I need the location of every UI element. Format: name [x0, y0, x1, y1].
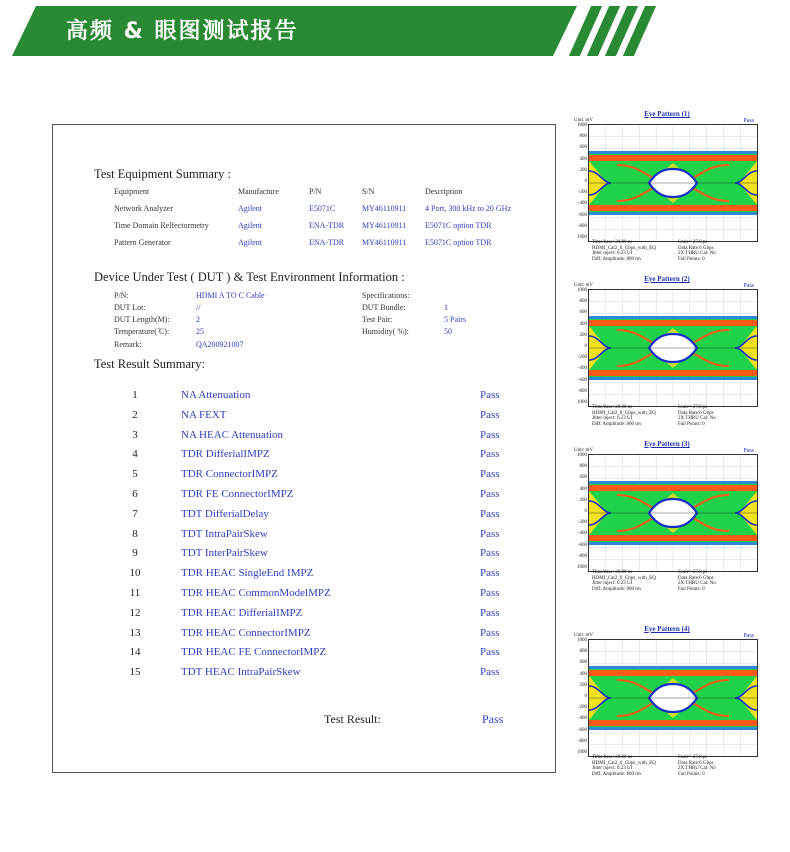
result-number: 3: [132, 428, 138, 441]
eye-footer-right: Fail Points: 0: [678, 771, 705, 777]
eye-hot-band: [589, 370, 757, 376]
eye-y-tick: -200: [577, 355, 587, 361]
banner-title: 高频 & 眼图测试报告: [66, 19, 299, 44]
final-result-label: Test Result:: [324, 712, 381, 726]
eye-footer-right: Data Rate:6 Gbps: [678, 245, 714, 251]
eye-hot-band: [589, 535, 757, 541]
dut-label: DUT Lot:: [114, 303, 146, 312]
dut-label: P/N:: [114, 291, 129, 300]
eye-y-tick: 0: [584, 694, 587, 699]
result-test-name: TDR ConnectorIMPZ: [181, 468, 278, 481]
dut-value: HDMI A TO C Cable: [196, 291, 265, 300]
eye-diagram-plot: [588, 454, 758, 572]
eye-hot-band: [589, 320, 757, 326]
eye-y-tick: 1000: [577, 400, 587, 405]
result-number: 8: [132, 527, 138, 540]
eye-y-tick: -400: [577, 716, 587, 722]
eye-hot-band: [589, 485, 757, 491]
result-test-name: TDR HEAC FE ConnectorIMPZ: [181, 646, 327, 659]
result-status: Pass: [480, 646, 500, 659]
eye-y-tick: 400: [579, 156, 587, 162]
eye-y-tick: 800: [579, 299, 587, 305]
result-test-name: TDT InterPairSkew: [181, 547, 268, 560]
result-test-name: TDR FE ConnectorIMPZ: [181, 488, 294, 500]
eye-y-tick: -400: [577, 531, 587, 537]
eye-y-tick: -400: [577, 366, 587, 372]
result-status: Pass: [480, 567, 500, 580]
result-status: Pass: [480, 428, 500, 441]
eye-footer-left: Jitter inject: 0.23 UI: [592, 581, 633, 586]
equipment-cell: Pattern Generator: [114, 238, 171, 247]
eye-footer-right: Fail Points: 0: [678, 421, 705, 427]
eye-footer-left: Time/base: 20.00 ns: [592, 570, 633, 575]
result-number: 6: [132, 488, 138, 500]
equipment-cell: ENA-TDR: [309, 221, 345, 230]
dut-label: Specifications:: [362, 291, 410, 300]
eye-pattern-footer: [588, 755, 756, 777]
dut-value: 5 Pairs: [444, 315, 466, 324]
dut-value: //: [196, 303, 201, 312]
result-status: Pass: [480, 448, 500, 461]
eye-y-tick: 200: [579, 332, 587, 338]
equipment-cell: MY46110911: [362, 238, 407, 247]
eye-y-tick: 600: [579, 475, 587, 481]
eye-y-tick: 200: [579, 167, 587, 173]
equipment-cell: MY46110911: [362, 221, 407, 230]
eye-rail: [589, 481, 757, 484]
eye-hot-band: [589, 670, 757, 676]
equipment-heading: Test Equipment Summary :: [94, 167, 231, 181]
eye-pattern-status: Pass: [743, 448, 754, 454]
eye-y-tick: 0: [584, 509, 587, 514]
eye-y-tick: -800: [577, 738, 587, 744]
result-status: Pass: [480, 547, 500, 560]
eye-footer-right: Scale= 27.8 ps: [678, 570, 708, 575]
equipment-column-header: S/N: [362, 187, 375, 196]
eye-y-axis: [572, 454, 588, 570]
result-test-name: NA Attenuation: [181, 389, 251, 401]
dut-heading: Device Under Test ( DUT ) & Test Environment Information :: [94, 270, 405, 284]
dut-label: Temperature( ̊C):: [114, 327, 170, 336]
eye-y-tick: 400: [579, 321, 587, 327]
eye-footer-row: [588, 422, 756, 428]
result-status: Pass: [480, 408, 500, 421]
eye-y-tick: -600: [577, 212, 587, 218]
eye-footer-left: Jitter inject: 0.23 UI: [592, 416, 633, 421]
result-status: Pass: [480, 626, 500, 639]
eye-footer-right: 2X THRU Cal: No: [678, 766, 716, 771]
result-test-name: TDR DifferialIMPZ: [181, 448, 270, 461]
eye-pattern-footer: [588, 240, 756, 262]
eye-y-tick: 200: [579, 497, 587, 503]
eye-y-tick: 1000: [577, 123, 587, 128]
dut-value: 2: [196, 315, 200, 324]
dut-label: Humidity( %):: [362, 327, 409, 336]
eye-y-axis: [572, 289, 588, 405]
eye-footer-left: Time/base: 20.00 ns: [592, 755, 633, 760]
eye-y-tick: 800: [579, 464, 587, 470]
eye-y-tick: 600: [579, 310, 587, 316]
final-result-value: Pass: [482, 712, 504, 726]
dut-value: 1: [444, 303, 448, 312]
dut-label: Remark:: [114, 340, 142, 349]
result-test-name: TDR HEAC DifferialIMPZ: [181, 606, 303, 619]
equipment-cell: ENA-TDR: [309, 238, 345, 247]
eye-diagram-plot: [588, 124, 758, 242]
eye-pattern-title: Eye Pattern (1): [644, 110, 690, 118]
eye-y-tick: -200: [577, 190, 587, 196]
eye-unit-label: Unit: mV: [574, 118, 594, 123]
eye-rail: [589, 377, 757, 380]
eye-footer-right: Fail Points: 0: [678, 586, 705, 592]
eye-footer-left: HDMI_Cat2_6_Gbps_with_EQ: [592, 760, 656, 766]
result-number: 12: [129, 606, 141, 619]
eye-footer-left: HDMI_Cat2_6_Gbps_with_EQ: [592, 575, 656, 581]
eye-y-tick: 1000: [577, 638, 587, 643]
result-status: Pass: [480, 666, 500, 679]
dut-label: DUT Bundle:: [362, 303, 406, 312]
result-status: Pass: [480, 527, 500, 540]
equipment-cell: Agilent: [238, 238, 262, 247]
eye-footer-left: HDMI_Cat2_6_Gbps_with_EQ: [592, 245, 656, 251]
equipment-column-header: P/N: [309, 187, 322, 196]
eye-unit-label: Unit: mV: [574, 283, 594, 288]
eye-footer-left: Time/base: 20.00 ns: [592, 240, 633, 245]
result-number: 13: [129, 626, 141, 639]
eye-rail: [589, 542, 757, 545]
eye-footer-left: Diff. Amplitude: 800 mv: [592, 256, 642, 262]
eye-footer-left: Diff. Amplitude: 800 mv: [592, 421, 642, 427]
equipment-column-header: Manufacture: [238, 187, 279, 196]
eye-pattern-panel: [572, 110, 762, 270]
eye-footer-right: 2X THRU Cal: No: [678, 251, 716, 256]
eye-footer-left: Jitter inject: 0.23 UI: [592, 251, 633, 256]
eye-y-tick: -600: [577, 727, 587, 733]
result-test-name: NA HEAC Attenuation: [181, 428, 284, 441]
equipment-cell: Agilent: [238, 221, 262, 230]
eye-footer-right: Data Rate:6 Gbps: [678, 760, 714, 766]
eye-y-tick: 200: [579, 682, 587, 688]
eye-y-axis: [572, 639, 588, 755]
eye-footer-right: Data Rate:6 Gbps: [678, 410, 714, 416]
result-status: Pass: [480, 468, 500, 481]
eye-footer-right: Data Rate:6 Gbps: [678, 575, 714, 581]
eye-pattern-footer: [588, 570, 756, 592]
eye-y-tick: -800: [577, 553, 587, 559]
eye-footer-row: [588, 257, 756, 263]
eye-y-tick: -600: [577, 377, 587, 383]
result-number: 4: [132, 448, 138, 461]
eye-footer-row: [588, 772, 756, 778]
eye-y-tick: -400: [577, 201, 587, 207]
eye-footer-right: 2X THRU Cal: No: [678, 581, 716, 586]
result-test-name: TDT IntraPairSkew: [181, 527, 268, 540]
eye-pattern-status: Pass: [743, 633, 754, 639]
eye-footer-right: Scale= 27.8 ps: [678, 405, 708, 410]
eye-pattern-panel: [572, 440, 762, 600]
eye-footer-left: Diff. Amplitude: 800 mv: [592, 771, 642, 777]
equipment-cell: 4 Port, 300 kHz to 20 GHz: [425, 204, 511, 213]
result-test-name: TDT HEAC IntraPairSkew: [181, 666, 301, 679]
eye-footer-row: [588, 587, 756, 593]
result-status: Pass: [480, 587, 500, 599]
dut-value: QA200921007: [196, 340, 244, 349]
result-number: 10: [129, 567, 141, 580]
eye-y-tick: 400: [579, 671, 587, 677]
result-test-name: NA FEXT: [181, 408, 227, 421]
equipment-cell: MY46110911: [362, 204, 407, 213]
eye-y-tick: 800: [579, 134, 587, 140]
eye-diagram-plot: [588, 289, 758, 407]
eye-rail: [589, 151, 757, 154]
dut-value: 50: [444, 327, 452, 336]
eye-y-tick: -200: [577, 520, 587, 526]
eye-y-tick: -200: [577, 705, 587, 711]
result-number: 2: [132, 408, 138, 421]
eye-footer-left: Diff. Amplitude: 800 mv: [592, 586, 642, 592]
eye-y-tick: 1000: [577, 235, 587, 240]
eye-pattern-status: Pass: [743, 283, 754, 289]
eye-footer-left: Jitter inject: 0.23 UI: [592, 766, 633, 771]
eye-y-tick: 1000: [577, 453, 587, 458]
dut-value: 25: [196, 327, 204, 336]
eye-y-axis: [572, 124, 588, 240]
eye-pattern-footer: [588, 405, 756, 427]
eye-y-tick: 600: [579, 145, 587, 151]
eye-y-tick: -800: [577, 388, 587, 394]
eye-y-tick: 400: [579, 486, 587, 492]
eye-pattern-panel: [572, 625, 762, 785]
eye-rail: [589, 727, 757, 730]
result-test-name: TDR HEAC ConnectorIMPZ: [181, 626, 311, 639]
eye-rail: [589, 212, 757, 215]
eye-hot-band: [589, 720, 757, 726]
dut-label: Test Pair:: [362, 315, 393, 324]
result-number: 11: [129, 587, 141, 599]
result-test-name: TDT DifferialDelay: [181, 507, 269, 520]
eye-hot-band: [589, 205, 757, 211]
result-test-name: TDR HEAC CommonModelMPZ: [181, 587, 331, 599]
equipment-cell: E5071C option TDR: [425, 238, 492, 247]
eye-footer-right: Scale= 27.8 ps: [678, 755, 708, 760]
result-status: Pass: [480, 389, 500, 401]
eye-pattern-status: Pass: [743, 118, 754, 124]
result-test-name: TDR HEAC SingleEnd IMPZ: [181, 567, 314, 580]
eye-y-tick: 1000: [577, 565, 587, 570]
equipment-column-header: Equipment: [114, 187, 150, 196]
eye-y-tick: 1000: [577, 288, 587, 293]
result-number: 9: [132, 547, 138, 560]
result-number: 1: [132, 389, 138, 401]
eye-footer-left: HDMI_Cat2_6_Gbps_with_EQ: [592, 410, 656, 416]
eye-hot-band: [589, 155, 757, 161]
result-number: 15: [129, 666, 141, 679]
eye-footer-right: Scale= 27.8 ps: [678, 240, 708, 245]
eye-pattern-panel: [572, 275, 762, 435]
eye-pattern-title: Eye Pattern (4): [644, 625, 690, 633]
eye-y-tick: -800: [577, 223, 587, 229]
eye-y-tick: 0: [584, 344, 587, 349]
result-status: Pass: [480, 606, 500, 619]
eye-unit-label: Unit: mV: [574, 448, 594, 453]
result-number: 7: [132, 507, 138, 520]
eye-rail: [589, 666, 757, 669]
test-report: [52, 124, 556, 773]
eye-y-tick: 600: [579, 660, 587, 666]
result-status: Pass: [480, 488, 500, 500]
result-number: 14: [129, 646, 141, 659]
dut-label: DUT Length(M):: [114, 315, 170, 324]
eye-rail: [589, 316, 757, 319]
eye-footer-right: Fail Points: 0: [678, 256, 705, 262]
equipment-cell: Agilent: [238, 204, 262, 213]
eye-y-tick: 0: [584, 179, 587, 184]
result-status: Pass: [480, 507, 500, 520]
eye-y-tick: -600: [577, 542, 587, 548]
equipment-cell: E5071C option TDR: [425, 221, 492, 230]
eye-unit-label: Unit: mV: [574, 633, 594, 638]
equipment-column-header: Description: [425, 187, 463, 196]
eye-pattern-title: Eye Pattern (3): [644, 440, 690, 448]
eye-y-tick: 800: [579, 649, 587, 655]
eye-footer-left: Time/base: 20.00 ns: [592, 405, 633, 410]
equipment-cell: Network Analyzer: [114, 204, 173, 213]
eye-pattern-title: Eye Pattern (2): [644, 275, 690, 283]
equipment-cell: E5071C: [309, 204, 336, 213]
eye-diagram-plot: [588, 639, 758, 757]
eye-footer-right: 2X THRU Cal: No: [678, 416, 716, 421]
equipment-cell: Time Domain Relfectormetry: [114, 221, 209, 230]
result-number: 5: [132, 468, 138, 481]
eye-y-tick: 1000: [577, 750, 587, 755]
results-heading: Test Result Summary:: [94, 357, 205, 371]
